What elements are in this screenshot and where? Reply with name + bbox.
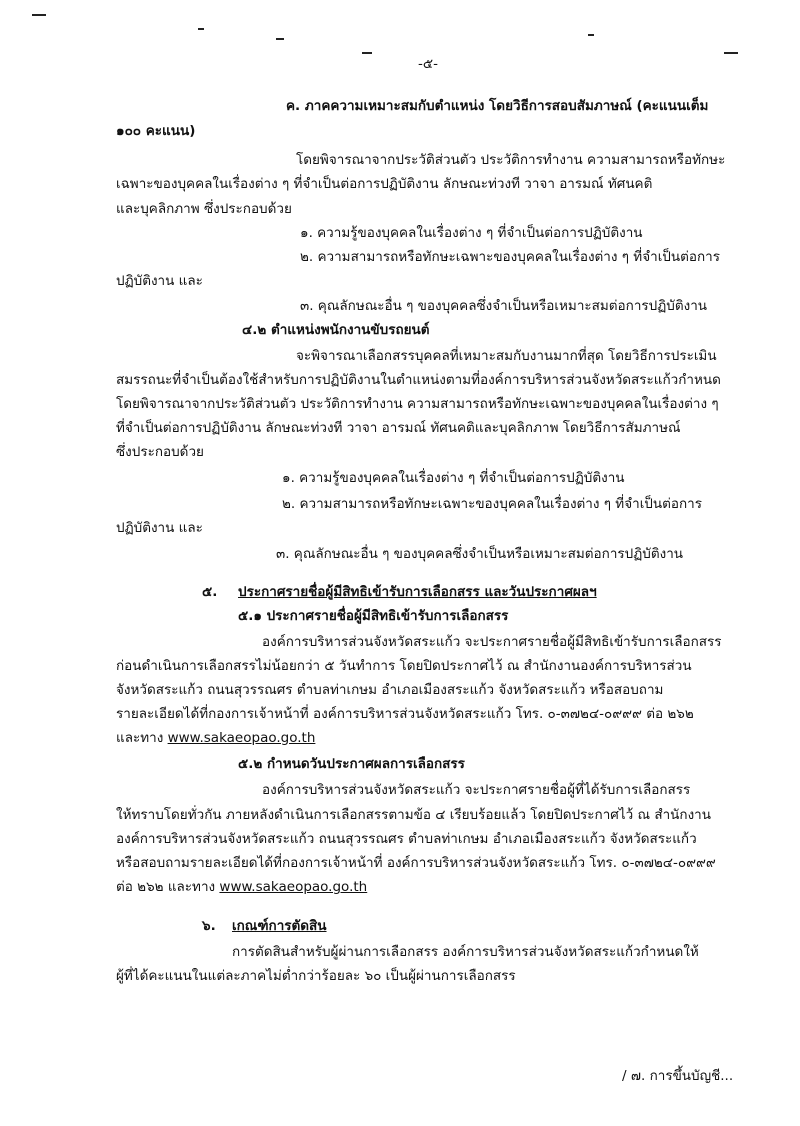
- website-link[interactable]: www.sakaeopao.go.th: [167, 730, 316, 746]
- scan-speck: [276, 38, 284, 40]
- website-link[interactable]: www.sakaeopao.go.th: [219, 879, 368, 895]
- section-4-2-item-2: ๒. ความสามารถหรือทักษะเฉพาะของบุคคลในเรื่องต่าง ๆ ที่จำเป็นต่อการ: [282, 496, 702, 512]
- scan-speck: [724, 52, 738, 54]
- section-5-1-body: ก่อนดำเนินการเลือกสรรไม่น้อยกว่า ๕ วันทำการ โดยปิดประกาศไว้ ณ สำนักงานองค์การบริหารส่วน: [116, 658, 692, 674]
- section-4-2-body: ที่จำเป็นต่อการปฏิบัติงาน ลักษณะท่วงที วาจา อารมณ์ ทัศนคติและบุคลิกภาพ โดยวิธีการสัมภาษณ์: [116, 420, 681, 436]
- section-5-2-prefix: ต่อ ๒๖๒ และทาง: [116, 879, 216, 895]
- section-5-2-body: หรือสอบถามรายละเอียดได้ที่กองการเจ้าหน้าที่ องค์การบริหารส่วนจังหวัดสระแก้ว โทร. ๐-๓๗๒๔-๐๙๙๙: [116, 855, 716, 871]
- section-5-1-heading: ๕.๑ ประกาศรายชื่อผู้มีสิทธิเข้ารับการเลือกสรร: [238, 608, 509, 624]
- section-c-item-2-cont: ปฏิบัติงาน และ: [116, 273, 203, 289]
- section-5-2-body: ให้ทราบโดยทั่วกัน ภายหลังดำเนินการเลือกสรรตามข้อ ๔ เรียบร้อยแล้ว โดยปิดประกาศไว้ ณ สำนักงาน: [116, 807, 711, 823]
- section-4-2-item-1: ๑. ความรู้ของบุคคลในเรื่องต่าง ๆ ที่จำเป็นต่อการปฏิบัติงาน: [282, 470, 625, 486]
- section-4-2-body: ซึ่งประกอบด้วย: [116, 444, 204, 460]
- scan-speck: [198, 28, 204, 30]
- section-5-1-body: จังหวัดสระแก้ว ถนนสุวรรณศร ตำบลท่าเกษม อำเภอเมืองสระแก้ว จังหวัดสระแก้ว หรือสอบถาม: [116, 682, 664, 698]
- scan-speck: [32, 14, 46, 16]
- section-5-1-prefix: และทาง: [116, 730, 164, 746]
- section-5-1-last-line: [116, 728, 315, 748]
- continuation-note: / ๗. การขึ้นบัญชี...: [622, 1068, 734, 1084]
- section-c-body: และบุคลิกภาพ ซึ่งประกอบด้วย: [116, 201, 292, 217]
- scan-speck: [588, 34, 594, 36]
- section-4-2-item-3: ๓. คุณลักษณะอื่น ๆ ของบุคคลซึ่งจำเป็นหรือเหมาะสมต่อการปฏิบัติงาน: [276, 546, 684, 562]
- section-6-heading: เกณฑ์การตัดสิน: [232, 918, 327, 934]
- section-5-1-body: องค์การบริหารส่วนจังหวัดสระแก้ว จะประกาศรายชื่อผู้มีสิทธิเข้ารับการเลือกสรร: [262, 634, 722, 650]
- section-5-2-body: องค์การบริหารส่วนจังหวัดสระแก้ว ถนนสุวรรณศร ตำบลท่าเกษม อำเภอเมืองสระแก้ว จังหวัดสระแก้ว: [116, 831, 697, 847]
- section-c-item-3: ๓. คุณลักษณะอื่น ๆ ของบุคคลซึ่งจำเป็นหรือเหมาะสมต่อการปฏิบัติงาน: [300, 298, 708, 314]
- section-6-body: ผู้ที่ได้คะแนนในแต่ละภาคไม่ต่ำกว่าร้อยละ ๖๐ เป็นผู้ผ่านการเลือกสรร: [116, 968, 516, 984]
- section-c-heading: ค. ภาคความเหมาะสมกับตำแหน่ง โดยวิธีการสอบสัมภาษณ์ (คะแนนเต็ม: [286, 98, 709, 114]
- section-5-2-last-line: [116, 877, 367, 897]
- section-c-body: โดยพิจารณาจากประวัติส่วนตัว ประวัติการทำงาน ความสามารถหรือทักษะ: [296, 152, 726, 168]
- section-5-heading: ประกาศรายชื่อผู้มีสิทธิเข้ารับการเลือกสรร และวันประกาศผลฯ: [238, 584, 597, 600]
- section-4-2-body: จะพิจารณาเลือกสรรบุคคลที่เหมาะสมกับงานมากที่สุด โดยวิธีการประเมิน: [296, 348, 717, 364]
- section-5-number: ๕.: [202, 584, 218, 600]
- section-6-body: การตัดสินสำหรับผู้ผ่านการเลือกสรร องค์การบริหารส่วนจังหวัดสระแก้วกำหนดให้: [232, 944, 699, 960]
- page-number: -๕-: [418, 56, 438, 72]
- section-c-item-1: ๑. ความรู้ของบุคคลในเรื่องต่าง ๆ ที่จำเป็นต่อการปฏิบัติงาน: [300, 225, 643, 241]
- section-c-body: เฉพาะของบุคคลในเรื่องต่าง ๆ ที่จำเป็นต่อการปฏิบัติงาน ลักษณะท่วงที วาจา อารมณ์ ทัศนคติ: [116, 176, 653, 192]
- scan-speck: [362, 52, 372, 54]
- section-4-2-body: สมรรถนะที่จำเป็นต้องใช้สำหรับการปฏิบัติงานในตำแหน่งตามที่องค์การบริหารส่วนจังหวัดสระแก้วกำหนด: [116, 372, 721, 388]
- section-4-2-body: โดยพิจารณาจากประวัติส่วนตัว ประวัติการทำงาน ความสามารถหรือทักษะเฉพาะของบุคคลในเรื่องต่าง ๆ: [116, 396, 719, 412]
- section-4-2-item-2-cont: ปฏิบัติงาน และ: [116, 520, 203, 536]
- section-5-2-heading: ๕.๒ กำหนดวันประกาศผลการเลือกสรร: [238, 756, 465, 772]
- section-c-item-2: ๒. ความสามารถหรือทักษะเฉพาะของบุคคลในเรื่องต่าง ๆ ที่จำเป็นต่อการ: [300, 249, 720, 265]
- section-4-2-heading: ๔.๒ ตำแหน่งพนักงานขับรถยนต์: [242, 322, 430, 338]
- section-5-1-body: รายละเอียดได้ที่กองการเจ้าหน้าที่ องค์การบริหารส่วนจังหวัดสระแก้ว โทร. ๐-๓๗๒๔-๐๙๙๙ ต่อ ๒๖๒: [116, 706, 694, 722]
- section-6-number: ๖.: [202, 918, 216, 934]
- section-c-heading-cont: ๑๐๐ คะแนน): [116, 123, 196, 139]
- section-5-2-body: องค์การบริหารส่วนจังหวัดสระแก้ว จะประกาศรายชื่อผู้ที่ได้รับการเลือกสรร: [262, 782, 691, 798]
